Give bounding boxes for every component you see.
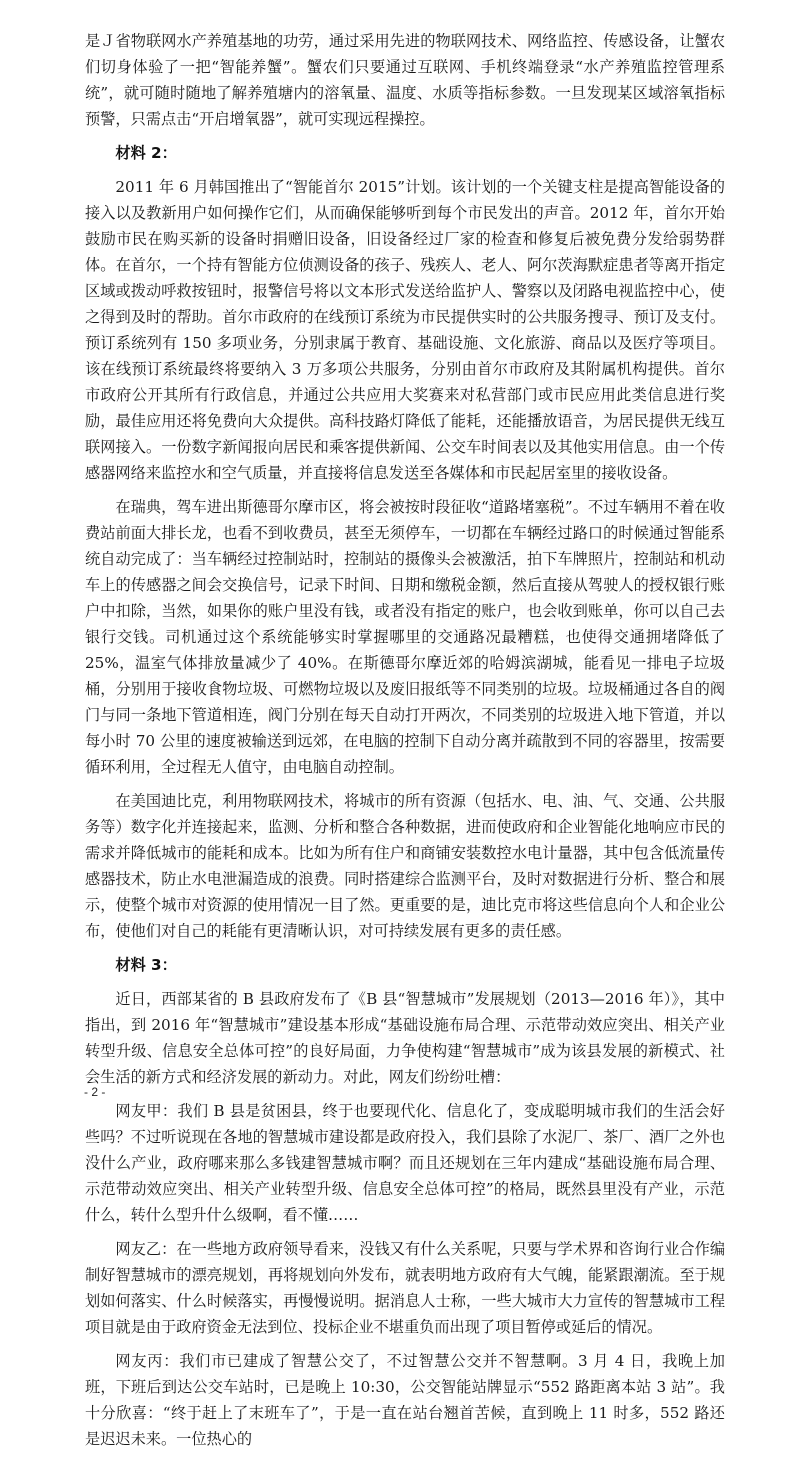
heading-material-3: 材料 3： [115,956,177,974]
paragraph-intro-continued: 是Ｊ省物联网水产养殖基地的功劳，通过采用先进的物联网技术、网络监控、传感设备，让蟹农们切身体验了一把“智能养蟹”。蟹农们只要通过互联网、手机终端登录“水产养殖监控管理系统”，就可随时随地了解养殖塘内的溶氧量、温度、水质等指标参数。一旦发现某区域溶氧指标预警，只需点击“开启增氧器”，就可实现远程操控。 [85,32,725,128]
heading-material-2: 材料 2： [115,144,177,162]
paragraph-netizen-c: 网友丙：我们市已建成了智慧公交了，不过智慧公交并不智慧啊。3 月 4 日，我晚上加班，下班后到达公交车站时，已是晚上 10:30，公交智能站牌显示“552 路距离本站 3 站”。我十分欣喜：“终于赶上了末班车了”，于是一直在站台翘首苦候，直到晚上 11 时多，552 路还是迟迟未来。一位热心的 [85,1352,725,1448]
paragraph-b-county: 近日，西部某省的 B 县政府发布了《B 县“智慧城市”发展规划（2013—2016 年）》，其中指出，到 2016 年“智慧城市”建设基本形成“基础设施布局合理、示范带动效应突出、相关产业转型升级、信息安全总体可控”的良好局面，力争使构建“智慧城市”成为该县发展的新模式、社会生活的新方式和经济发展的新动力。对此，网友们纷纷吐槽： [85,990,725,1086]
paragraph-dubuque: 在美国迪比克，利用物联网技术，将城市的所有资源（包括水、电、油、气、交通、公共服务等）数字化并连接起来，监测、分析和整合各种数据，进而使政府和企业智能化地响应市民的需求并降低城市的能耗和成本。比如为所有住户和商铺安装数控水电计量器，其中包含低流量传感器技术，防止水电泄漏造成的浪费。同时搭建综合监测平台，及时对数据进行分析、整合和展示，使整个城市对资源的使用情况一目了然。更重要的是，迪比克市将这些信息向个人和企业公布，使他们对自己的耗能有更清晰认识，对可持续发展有更多的责任感。 [85,792,725,940]
paragraph-netizen-b: 网友乙：在一些地方政府领导看来，没钱又有什么关系呢，只要与学术界和咨询行业合作编制好智慧城市的漂亮规划，再将规划向外发布，就表明地方政府有大气魄，能紧跟潮流。至于规划如何落实、什么时候落实，再慢慢说明。据消息人士称，一些大城市大力宣传的智慧城市工程项目就是由于政府资金无法到位、投标企业不堪重负而出现了项目暂停或延后的情况。 [85,1240,725,1336]
document-page [85,28,725,1460]
paragraph-netizen-a: 网友甲：我们 B 县是贫困县，终于也要现代化、信息化了，变成聪明城市我们的生活会好些吗？不过听说现在各地的智慧城市建设都是政府投入，我们县除了水泥厂、茶厂、酒厂之外也没什么产业，政府哪来那么多钱建智慧城市啊？而且还规划在三年内建成“基础设施布局合理、示范带动效应突出、相关产业转型升级、信息安全总体可控”的格局，既然县里没有产业，示范什么，转什么型升什么级啊，看不懂…… [85,1102,725,1224]
page-number: - 2 - [84,1085,106,1099]
paragraph-stockholm: 在瑞典，驾车进出斯德哥尔摩市区，将会被按时段征收“道路堵塞税”。不过车辆用不着在收费站前面大排长龙，也看不到收费员，甚至无须停车，一切都在车辆经过路口的时候通过智能系统自动完成了：当车辆经过控制站时，控制站的摄像头会被激活，拍下车牌照片，控制站和机动车上的传感器之间会交换信号，记录下时间、日期和缴税金额，然后直接从驾驶人的授权银行账户中扣除，当然，如果你的账户里没有钱，或者没有指定的账户，也会收到账单，你可以自己去银行交钱。司机通过这个系统能够实时掌握哪里的交通路况最糟糕，也使得交通拥堵降低了 25%，温室气体排放量减少了 40%。在斯德哥尔摩近郊的哈姆滨湖城，能看见一排电子垃圾桶，分别用于接收食物垃圾、可燃物垃圾以及废旧报纸等不同类别的垃圾。垃圾桶通过各自的阀门与同一条地下管道相连，阀门分别在每天自动打开两次，不同类别的垃圾进入地下管道，并以每小时 70 公里的速度被输送到远郊，在电脑的控制下自动分离并疏散到不同的容器里，按需要循环利用，全过程无人值守，由电脑自动控制。 [85,498,725,776]
paragraph-seoul: 2011 年 6 月韩国推出了“智能首尔 2015”计划。该计划的一个关键支柱是提高智能设备的接入以及教新用户如何操作它们，从而确保能够听到每个市民发出的声音。2012 年，首尔开始鼓励市民在购买新的设备时捐赠旧设备，旧设备经过厂家的检查和修复后被免费分发给弱势群体。在首尔，一个持有智能方位侦测设备的孩子、残疾人、老人、阿尔茨海默症患者等离开指定区域或拨动呼救按钮时，报警信号将以文本形式发送给监护人、警察以及闭路电视监控中心，使之得到及时的帮助。首尔市政府的在线预订系统为市民提供实时的公共服务搜寻、预订及支付。预订系统列有 150 多项业务，分别隶属于教育、基础设施、文化旅游、商品以及医疗等项目。该在线预订系统最终将要纳入 3 万多项公共服务，分别由首尔市政府及其附属机构提供。首尔市政府公开其所有行政信息，并通过公共应用大奖赛来对私营部门或市民应用此类信息进行奖励，最佳应用还将免费向大众提供。高科技路灯降低了能耗，还能播放语音，为居民提供无线互联网接入。一份数字新闻报向居民和乘客提供新闻、公交车时间表以及其他实用信息。由一个传感器网络来监控水和空气质量，并直接将信息发送至各媒体和市民起居室里的接收设备。 [85,178,725,482]
